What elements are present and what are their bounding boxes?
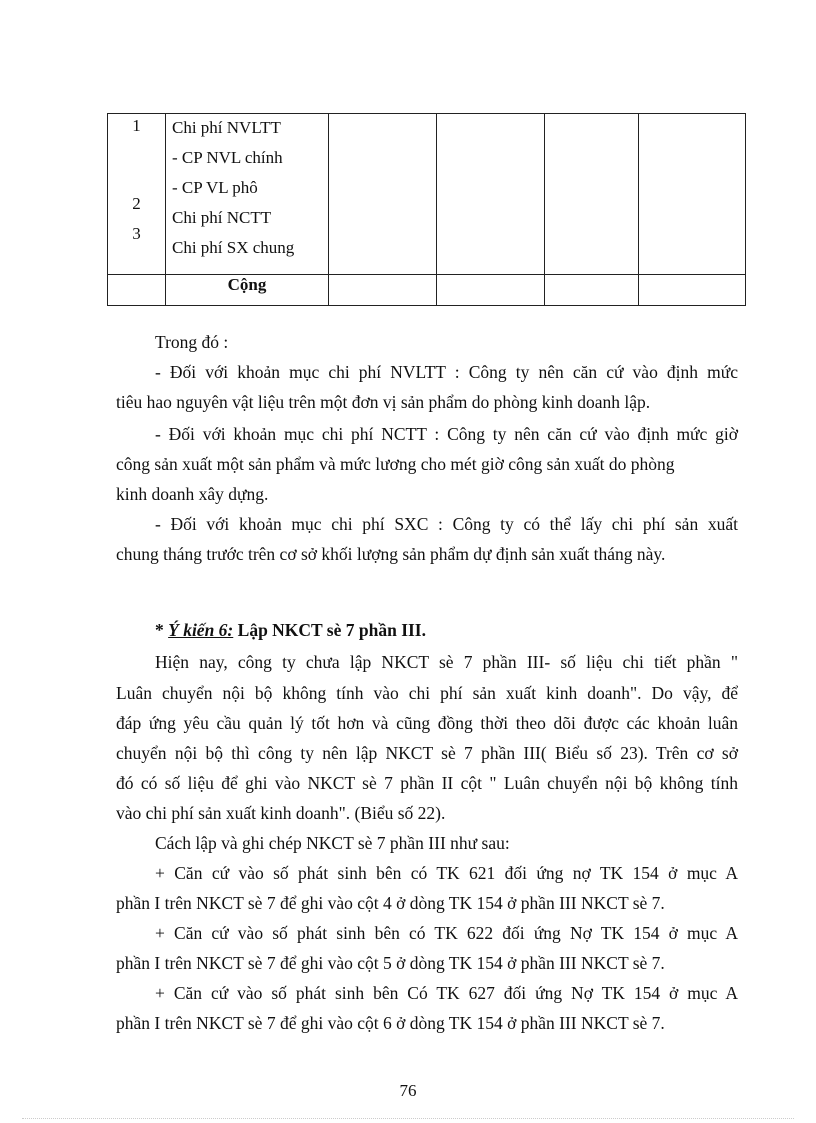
stt-cell <box>108 114 166 275</box>
empty-cell <box>545 275 639 306</box>
stt-number: 1 <box>132 116 141 135</box>
paragraph-line: - Đối với khoản mục chi phí SXC : Công ty có thể lấy chi phí sản xuất <box>155 514 738 534</box>
paragraph-line: đáp ứng yêu cầu quản lý tốt hơn và cũng đồng thời theo dõi được các khoản luân <box>116 713 738 733</box>
paragraph-line: Trong đó : <box>155 332 229 352</box>
empty-cell <box>545 114 639 275</box>
table-total-row <box>108 275 746 306</box>
page-number: 76 <box>399 1081 417 1100</box>
empty-cell <box>329 275 437 306</box>
cost-item: Chi phí NCTT <box>172 208 272 227</box>
empty-cell <box>639 114 746 275</box>
cost-table <box>107 113 746 306</box>
paragraph-line: + Căn cứ vào số phát sinh bên có TK 622 đối ứng Nợ TK 154 ở mục A <box>155 923 738 943</box>
paragraph-line: vào chi phí sản xuất kinh doanh". (Biểu số 22). <box>116 803 446 823</box>
paragraph-line: chuyển nội bộ thì công ty nên lập NKCT sè 7 phần III( Biểu số 23). Trên cơ sở <box>116 743 738 763</box>
paragraph-line: đó có số liệu để ghi vào NKCT sè 7 phần II cột " Luân chuyển nội bộ không tính <box>116 773 738 793</box>
heading-star: * <box>155 620 169 640</box>
empty-cell <box>639 275 746 306</box>
paragraph-line: tiêu hao nguyên vật liệu trên một đơn vị sản phẩm do phòng kinh doanh lập. <box>116 392 651 412</box>
paragraph-line: phần I trên NKCT sè 7 để ghi vào cột 6 ở dòng TK 154 ở phần III NKCT sè 7. <box>116 1013 665 1033</box>
empty-cell <box>437 114 545 275</box>
paragraph-line: kinh doanh xây dựng. <box>116 484 269 504</box>
paragraph-line: phần I trên NKCT sè 7 để ghi vào cột 4 ở dòng TK 154 ở phần III NKCT sè 7. <box>116 893 665 913</box>
empty-cell <box>437 275 545 306</box>
paragraph-line: Cách lập và ghi chép NKCT sè 7 phần III như sau: <box>155 833 510 853</box>
cost-item: - CP NVL chính <box>172 148 283 167</box>
cost-item: Chi phí SX chung <box>172 238 295 257</box>
paragraph-line: chung tháng trước trên cơ sở khối lượng sản phẩm dự định sản xuất tháng này. <box>116 544 666 564</box>
paragraph-line: Luân chuyển nội bộ không tính vào chi phí sản xuất kinh doanh". Do vậy, để <box>116 683 738 703</box>
footer-divider <box>22 1118 794 1119</box>
paragraph-line: công sản xuất một sản phẩm và mức lương cho mét giờ công sản xuất do phòng <box>116 454 675 474</box>
paragraph-line: - Đối với khoản mục chi phí NCTT : Công ty nên căn cứ vào định mức giờ <box>155 424 738 444</box>
paragraph-line: phần I trên NKCT sè 7 để ghi vào cột 5 ở dòng TK 154 ở phần III NKCT sè 7. <box>116 953 665 973</box>
cost-item: Chi phí NVLTT <box>172 118 281 137</box>
item-name-cell <box>166 114 329 275</box>
paragraph-line: - Đối với khoản mục chi phí NVLTT : Công ty nên căn cứ vào định mức <box>155 362 738 382</box>
section-heading <box>155 619 738 641</box>
paragraph-line: + Căn cứ vào số phát sinh bên có TK 621 đối ứng nợ TK 154 ở mục A <box>155 863 738 883</box>
paragraph-line: + Căn cứ vào số phát sinh bên Có TK 627 đối ứng Nợ TK 154 ở mục A <box>155 983 738 1003</box>
heading-text: Lập NKCT sè 7 phần III. <box>233 620 426 640</box>
empty-cell <box>108 275 166 306</box>
table-row <box>108 114 746 275</box>
stt-number: 2 <box>132 194 141 213</box>
total-label: Cộng <box>166 275 329 306</box>
paragraph-line: Hiện nay, công ty chưa lập NKCT sè 7 phần III- số liệu chi tiết phần " <box>155 652 738 672</box>
heading-label: Ý kiến 6: <box>168 620 234 640</box>
cost-item: - CP VL phô <box>172 178 258 197</box>
empty-cell <box>329 114 437 275</box>
stt-number: 3 <box>132 224 141 243</box>
